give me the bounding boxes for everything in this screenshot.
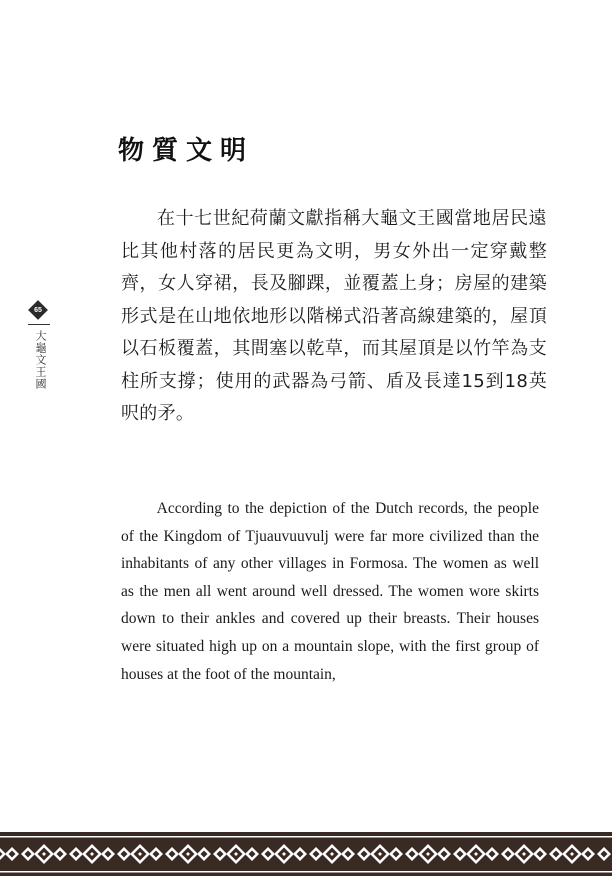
english-paragraph: According to the depiction of the Dutch records, the people of the Kingdom of Tjuauvuuvulj were far more civilized than the inhabitants of any other villages in Formosa. The women as well as the men all went around well dressed. The women wore skirts down to their ankles and covered up their breasts. Their houses were situated high up on a mountain slope, with the first group of houses at the foot of the mountain,: [121, 500, 539, 683]
side-divider: [28, 324, 50, 325]
page-number-badge: [28, 300, 48, 320]
diamond-pattern-border: [0, 824, 612, 889]
section-title: 物質文明: [118, 136, 255, 166]
chinese-paragraph: 在十七世紀荷蘭文獻指稱大龜文王國當地居民遠比其他村落的居民更為文明，男女外出一定穿戴整齊，女人穿裙，長及腳踝，並覆蓋上身；房屋的建築形式是在山地依地形以階梯式沿著高線建築的，屋頂以石板覆蓋，其間塞以乾草，而其屋頂是以竹竿為支柱所支撐；使用的武器為弓箭、盾及長達15到18英呎的矛。: [121, 208, 547, 424]
band-bottom-stripe: [0, 871, 612, 873]
running-title: 大龜文王國: [34, 330, 47, 390]
page-number: 65: [34, 306, 42, 314]
decorative-footer-band: [0, 824, 612, 889]
band-top-stripe: [0, 836, 612, 838]
